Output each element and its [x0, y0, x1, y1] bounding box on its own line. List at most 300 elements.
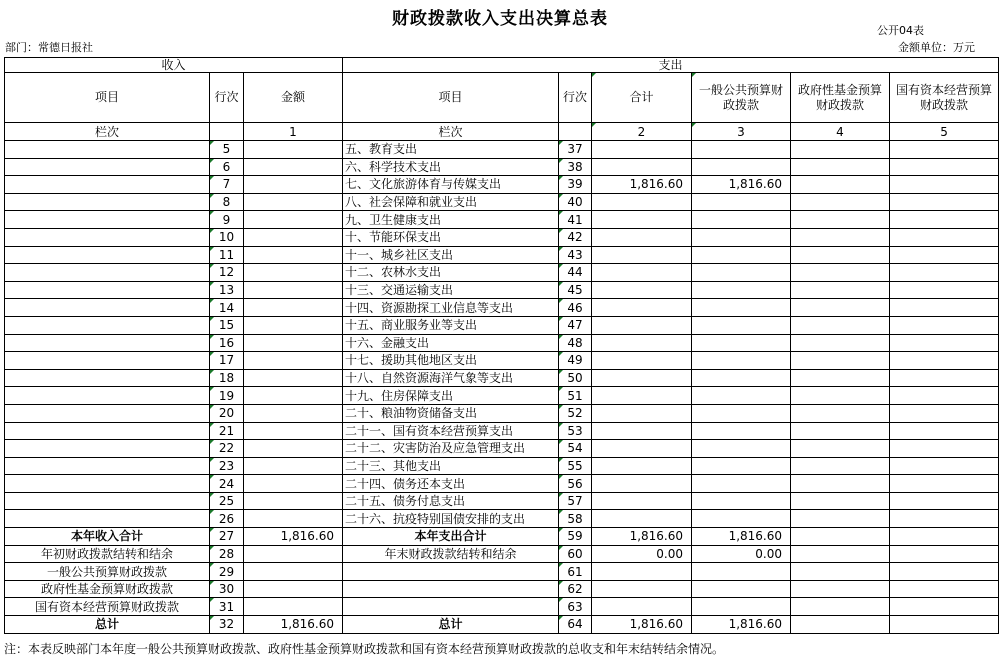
gov-fund-cell [791, 228, 890, 246]
total-cell [592, 352, 692, 370]
total-cell [592, 510, 692, 528]
total-cell [592, 246, 692, 264]
expense-item-cell: 十九、住房保障支出 [343, 387, 559, 405]
income-amount-cell [244, 316, 343, 334]
income-amount-cell [244, 246, 343, 264]
income-line-cell: 29 [210, 563, 244, 581]
income-item-cell: 年初财政拨款结转和结余 [5, 545, 210, 563]
table-row [5, 510, 999, 528]
expense-item-cell: 二十五、债务付息支出 [343, 492, 559, 510]
income-line-cell: 10 [210, 228, 244, 246]
income-item-cell: 本年收入合计 [5, 528, 210, 546]
total-cell [592, 457, 692, 475]
col-general-budget: 一般公共预算财政拨款 [692, 73, 791, 123]
state-capital-cell [890, 422, 999, 440]
state-capital-cell [890, 281, 999, 299]
state-capital-cell [890, 545, 999, 563]
income-amount-cell [244, 457, 343, 475]
total-cell [592, 369, 692, 387]
table-row [5, 193, 999, 211]
expense-line-cell: 62 [559, 580, 592, 598]
general-budget-cell [692, 281, 791, 299]
total-cell [592, 228, 692, 246]
table-row [5, 387, 999, 405]
expense-item-cell: 十三、交通运输支出 [343, 281, 559, 299]
income-item-cell [5, 334, 210, 352]
general-budget-cell: 1,816.60 [692, 528, 791, 546]
col-income-amount: 金额 [244, 73, 343, 123]
income-line-cell: 6 [210, 158, 244, 176]
column-header-row [5, 73, 999, 123]
total-cell [592, 264, 692, 282]
income-amount-cell [244, 176, 343, 194]
report-title: 财政拨款收入支出决算总表 [392, 9, 608, 29]
index-3: 3 [692, 123, 791, 141]
income-line-cell: 28 [210, 545, 244, 563]
summary-row [5, 598, 999, 616]
general-budget-cell: 1,816.60 [692, 176, 791, 194]
income-item-cell [5, 352, 210, 370]
state-capital-cell [890, 457, 999, 475]
general-budget-cell [692, 510, 791, 528]
state-capital-cell [890, 387, 999, 405]
gov-fund-cell [791, 334, 890, 352]
expense-line-cell: 52 [559, 404, 592, 422]
income-item-cell [5, 211, 210, 229]
table-row [5, 334, 999, 352]
expense-line-cell: 55 [559, 457, 592, 475]
general-budget-cell [692, 440, 791, 458]
expense-line-cell: 41 [559, 211, 592, 229]
summary-row [5, 580, 999, 598]
gov-fund-cell [791, 492, 890, 510]
income-line-cell: 20 [210, 404, 244, 422]
expense-item-cell: 二十四、债务还本支出 [343, 475, 559, 493]
table-row [5, 475, 999, 493]
expense-line-cell: 61 [559, 563, 592, 581]
expense-item-cell [343, 580, 559, 598]
gov-fund-cell [791, 475, 890, 493]
table-row [5, 158, 999, 176]
general-budget-cell [692, 141, 791, 159]
income-item-cell [5, 264, 210, 282]
gov-fund-cell [791, 387, 890, 405]
expense-line-cell: 44 [559, 264, 592, 282]
income-amount-cell [244, 281, 343, 299]
general-budget-cell [692, 211, 791, 229]
total-cell [592, 475, 692, 493]
income-item-cell [5, 492, 210, 510]
general-budget-cell [692, 228, 791, 246]
income-item-cell [5, 316, 210, 334]
expense-line-cell: 39 [559, 176, 592, 194]
expense-item-cell: 八、社会保障和就业支出 [343, 193, 559, 211]
expense-line-cell: 37 [559, 141, 592, 159]
income-line-cell: 12 [210, 264, 244, 282]
income-line-cell: 23 [210, 457, 244, 475]
income-item-cell [5, 457, 210, 475]
income-line-cell: 11 [210, 246, 244, 264]
section-header-row [5, 58, 999, 73]
general-budget-cell [692, 246, 791, 264]
expense-line-cell: 53 [559, 422, 592, 440]
expense-line-cell: 42 [559, 228, 592, 246]
general-budget-cell [692, 193, 791, 211]
total-cell: 1,816.60 [592, 528, 692, 546]
income-amount-cell [244, 545, 343, 563]
general-budget-cell [692, 352, 791, 370]
table-row [5, 369, 999, 387]
summary-row [5, 616, 999, 634]
income-line-cell: 14 [210, 299, 244, 317]
income-amount-cell [244, 352, 343, 370]
income-amount-cell [244, 334, 343, 352]
expense-item-cell [343, 563, 559, 581]
income-item-cell [5, 510, 210, 528]
income-line-cell: 8 [210, 193, 244, 211]
gov-fund-cell [791, 440, 890, 458]
expense-item-cell: 总计 [343, 616, 559, 634]
col-total: 合计 [592, 73, 692, 123]
income-amount-cell [244, 299, 343, 317]
gov-fund-cell [791, 369, 890, 387]
expense-item-cell: 十六、金融支出 [343, 334, 559, 352]
index-exp-label: 栏次 [343, 123, 559, 141]
table-row [5, 228, 999, 246]
state-capital-cell [890, 299, 999, 317]
income-item-cell [5, 176, 210, 194]
total-cell [592, 158, 692, 176]
income-item-cell [5, 475, 210, 493]
expense-section-header: 支出 [343, 58, 999, 73]
column-index-row [5, 123, 999, 141]
table-row [5, 422, 999, 440]
total-cell [592, 193, 692, 211]
gov-fund-cell [791, 545, 890, 563]
unit-label: 金额单位：万元 [898, 41, 975, 54]
expense-item-cell [343, 598, 559, 616]
general-budget-cell [692, 369, 791, 387]
col-state-capital: 国有资本经营预算财政拨款 [890, 73, 999, 123]
income-line-cell: 19 [210, 387, 244, 405]
state-capital-cell [890, 510, 999, 528]
state-capital-cell [890, 211, 999, 229]
income-amount-cell [244, 404, 343, 422]
income-item-cell [5, 193, 210, 211]
income-line-cell: 22 [210, 440, 244, 458]
table-row [5, 299, 999, 317]
state-capital-cell [890, 492, 999, 510]
general-budget-cell [692, 316, 791, 334]
gov-fund-cell [791, 598, 890, 616]
gov-fund-cell [791, 580, 890, 598]
expense-line-cell: 45 [559, 281, 592, 299]
expense-item-cell: 年末财政拨款结转和结余 [343, 545, 559, 563]
income-amount-cell [244, 422, 343, 440]
income-amount-cell: 1,816.60 [244, 528, 343, 546]
expense-item-cell: 六、科学技术支出 [343, 158, 559, 176]
form-code: 公开04表 [877, 24, 924, 37]
income-amount-cell [244, 580, 343, 598]
general-budget-cell [692, 492, 791, 510]
state-capital-cell [890, 193, 999, 211]
gov-fund-cell [791, 281, 890, 299]
gov-fund-cell [791, 563, 890, 581]
state-capital-cell [890, 176, 999, 194]
income-line-cell: 26 [210, 510, 244, 528]
state-capital-cell [890, 440, 999, 458]
income-item-cell [5, 228, 210, 246]
income-line-cell: 21 [210, 422, 244, 440]
expense-line-cell: 58 [559, 510, 592, 528]
total-cell [592, 563, 692, 581]
income-item-cell [5, 369, 210, 387]
gov-fund-cell [791, 158, 890, 176]
income-amount-cell [244, 211, 343, 229]
total-cell: 1,816.60 [592, 616, 692, 634]
expense-item-cell: 二十、粮油物资储备支出 [343, 404, 559, 422]
expense-line-cell: 50 [559, 369, 592, 387]
income-amount-cell [244, 141, 343, 159]
income-line-cell: 25 [210, 492, 244, 510]
income-line-cell: 27 [210, 528, 244, 546]
expense-item-cell: 二十二、灾害防治及应急管理支出 [343, 440, 559, 458]
expense-item-cell: 十二、农林水支出 [343, 264, 559, 282]
table-row [5, 316, 999, 334]
state-capital-cell [890, 404, 999, 422]
gov-fund-cell [791, 528, 890, 546]
income-line-cell: 5 [210, 141, 244, 159]
state-capital-cell [890, 264, 999, 282]
gov-fund-cell [791, 457, 890, 475]
total-cell [592, 580, 692, 598]
income-line-cell: 32 [210, 616, 244, 634]
total-cell [592, 492, 692, 510]
total-cell: 0.00 [592, 545, 692, 563]
gov-fund-cell [791, 404, 890, 422]
total-cell [592, 387, 692, 405]
table-row [5, 352, 999, 370]
expense-item-cell: 二十一、国有资本经营预算支出 [343, 422, 559, 440]
income-amount-cell [244, 228, 343, 246]
general-budget-cell [692, 387, 791, 405]
department-label: 部门：常德日报社 [5, 41, 93, 54]
general-budget-cell [692, 563, 791, 581]
expense-item-cell: 十一、城乡社区支出 [343, 246, 559, 264]
expense-line-cell: 59 [559, 528, 592, 546]
col-expense-item: 项目 [343, 73, 559, 123]
state-capital-cell [890, 598, 999, 616]
expense-line-cell: 54 [559, 440, 592, 458]
income-section-header: 收入 [5, 58, 343, 73]
income-amount-cell [244, 193, 343, 211]
income-item-cell [5, 404, 210, 422]
expense-line-cell: 49 [559, 352, 592, 370]
gov-fund-cell [791, 141, 890, 159]
income-line-cell: 24 [210, 475, 244, 493]
general-budget-cell [692, 299, 791, 317]
total-cell [592, 316, 692, 334]
state-capital-cell [890, 580, 999, 598]
income-item-cell: 一般公共预算财政拨款 [5, 563, 210, 581]
footnote: 注：本表反映部门本年度一般公共预算财政拨款、政府性基金预算财政拨款和国有资本经营预算财政拨款的总收支和年末结转结余情况。 [4, 642, 725, 656]
gov-fund-cell [791, 316, 890, 334]
income-amount-cell [244, 369, 343, 387]
expense-line-cell: 48 [559, 334, 592, 352]
index-empty [210, 123, 244, 141]
income-item-cell: 国有资本经营预算财政拨款 [5, 598, 210, 616]
general-budget-cell [692, 264, 791, 282]
income-line-cell: 9 [210, 211, 244, 229]
expense-item-cell: 十八、自然资源海洋气象等支出 [343, 369, 559, 387]
expense-item-cell: 二十六、抗疫特别国债安排的支出 [343, 510, 559, 528]
income-line-cell: 7 [210, 176, 244, 194]
expense-line-cell: 60 [559, 545, 592, 563]
table-row [5, 246, 999, 264]
income-line-cell: 15 [210, 316, 244, 334]
state-capital-cell [890, 563, 999, 581]
summary-row [5, 545, 999, 563]
gov-fund-cell [791, 193, 890, 211]
index-2: 2 [592, 123, 692, 141]
gov-fund-cell [791, 176, 890, 194]
total-cell: 1,816.60 [592, 176, 692, 194]
income-item-cell: 政府性基金预算财政拨款 [5, 580, 210, 598]
table-row [5, 176, 999, 194]
summary-row [5, 528, 999, 546]
income-amount-cell [244, 563, 343, 581]
state-capital-cell [890, 334, 999, 352]
income-line-cell: 31 [210, 598, 244, 616]
income-amount-cell [244, 598, 343, 616]
index-5: 5 [890, 123, 999, 141]
expense-line-cell: 38 [559, 158, 592, 176]
index-1: 1 [244, 123, 343, 141]
income-item-cell [5, 299, 210, 317]
gov-fund-cell [791, 246, 890, 264]
income-item-cell [5, 281, 210, 299]
state-capital-cell [890, 228, 999, 246]
general-budget-cell [692, 334, 791, 352]
total-cell [592, 440, 692, 458]
state-capital-cell [890, 616, 999, 634]
expense-line-cell: 47 [559, 316, 592, 334]
expense-item-cell: 五、教育支出 [343, 141, 559, 159]
total-cell [592, 598, 692, 616]
expense-item-cell: 十七、援助其他地区支出 [343, 352, 559, 370]
total-cell [592, 211, 692, 229]
state-capital-cell [890, 316, 999, 334]
general-budget-cell [692, 422, 791, 440]
state-capital-cell [890, 352, 999, 370]
income-amount-cell: 1,816.60 [244, 616, 343, 634]
expense-item-cell: 十五、商业服务业等支出 [343, 316, 559, 334]
table-row [5, 281, 999, 299]
general-budget-cell [692, 580, 791, 598]
table-row [5, 440, 999, 458]
general-budget-cell [692, 598, 791, 616]
income-item-cell [5, 246, 210, 264]
expense-line-cell: 64 [559, 616, 592, 634]
expense-item-cell: 二十三、其他支出 [343, 457, 559, 475]
expense-line-cell: 46 [559, 299, 592, 317]
gov-fund-cell [791, 264, 890, 282]
income-line-cell: 16 [210, 334, 244, 352]
table-row [5, 141, 999, 159]
gov-fund-cell [791, 510, 890, 528]
table-row [5, 264, 999, 282]
summary-row [5, 563, 999, 581]
table-row [5, 492, 999, 510]
state-capital-cell [890, 528, 999, 546]
table-row [5, 211, 999, 229]
table-row [5, 404, 999, 422]
col-gov-fund: 政府性基金预算财政拨款 [791, 73, 890, 123]
state-capital-cell [890, 141, 999, 159]
state-capital-cell [890, 158, 999, 176]
income-amount-cell [244, 158, 343, 176]
income-line-cell: 30 [210, 580, 244, 598]
income-line-cell: 18 [210, 369, 244, 387]
index-4: 4 [791, 123, 890, 141]
total-cell [592, 334, 692, 352]
gov-fund-cell [791, 616, 890, 634]
gov-fund-cell [791, 211, 890, 229]
col-income-line: 行次 [210, 73, 244, 123]
table-row [5, 457, 999, 475]
total-cell [592, 422, 692, 440]
income-item-cell: 总计 [5, 616, 210, 634]
col-expense-line: 行次 [559, 73, 592, 123]
state-capital-cell [890, 475, 999, 493]
expense-line-cell: 51 [559, 387, 592, 405]
income-item-cell [5, 158, 210, 176]
income-amount-cell [244, 440, 343, 458]
general-budget-cell [692, 457, 791, 475]
col-income-item: 项目 [5, 73, 210, 123]
income-amount-cell [244, 510, 343, 528]
income-amount-cell [244, 475, 343, 493]
total-cell [592, 299, 692, 317]
expense-item-cell: 本年支出合计 [343, 528, 559, 546]
income-amount-cell [244, 264, 343, 282]
general-budget-cell [692, 404, 791, 422]
general-budget-cell: 1,816.60 [692, 616, 791, 634]
expense-line-cell: 57 [559, 492, 592, 510]
income-item-cell [5, 387, 210, 405]
gov-fund-cell [791, 352, 890, 370]
income-item-cell [5, 141, 210, 159]
expense-item-cell: 七、文化旅游体育与传媒支出 [343, 176, 559, 194]
general-budget-cell: 0.00 [692, 545, 791, 563]
income-amount-cell [244, 387, 343, 405]
expense-item-cell: 十、节能环保支出 [343, 228, 559, 246]
expense-line-cell: 40 [559, 193, 592, 211]
index-exp-empty [559, 123, 592, 141]
state-capital-cell [890, 369, 999, 387]
income-line-cell: 17 [210, 352, 244, 370]
total-cell [592, 281, 692, 299]
income-amount-cell [244, 492, 343, 510]
fiscal-summary-table [4, 57, 999, 634]
index-label: 栏次 [5, 123, 210, 141]
expense-line-cell: 56 [559, 475, 592, 493]
income-item-cell [5, 440, 210, 458]
income-item-cell [5, 422, 210, 440]
expense-line-cell: 63 [559, 598, 592, 616]
total-cell [592, 141, 692, 159]
expense-line-cell: 43 [559, 246, 592, 264]
